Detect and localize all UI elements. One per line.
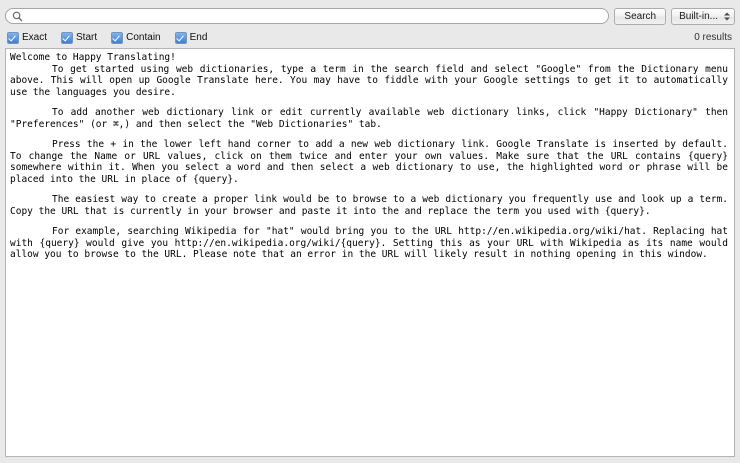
content-paragraph [10,63,734,99]
content-paragraph-text: Press the + in the lower left hand corner to add a new web dictionary link. Google Translate is inserted by default. To change the Name or URL values, click on them twice and enter your own values. Make sure that the URL contains {query} somewhere within it. When you select a word and then select a web dictionary to use, the highlighted word or phrase will be placed into the URL in place of {query}. [10,139,734,185]
results-count-label: 0 results [694,32,732,43]
greeting-text: Welcome to Happy Translating! [10,52,176,63]
checkbox-contain[interactable] [111,32,160,44]
content-paragraph-text: The easiest way to create a proper link would be to browse to a web dictionary you frequently use and look up a term. Copy the URL that is currently in your browser and paste it into the and replace the term you used with {query}. [10,194,734,217]
content-paragraph [10,226,734,261]
content-paragraph-text: To add another web dictionary link or edit currently available web dictionary links, click "Happy Dictionary" then "Preferences" (or ⌘,) and then select the "Web Dictionaries" tab. [10,107,734,130]
checkbox-contain-label: Contain [126,32,161,43]
search-toolbar [5,4,735,29]
content-paragraph-text: To get started using web dictionaries, type a term in the search field and select "Google" from the Dictionary menu above. This will open up Google Translate here. You may have to fiddle with your Google settings to get it to automatically use the languages you desire. [10,63,734,98]
checkmark-icon [7,32,19,44]
match-options-row [5,29,735,48]
checkmark-icon [61,32,73,44]
content-paragraph [10,139,734,185]
content-paragraph-text: For example, searching Wikipedia for "hat" would bring you to the URL http://en.wikipedia.org/wiki/hat. Replacing hat with {query} would give you http://en.wikipedia.org/wiki/{query}. Setting this as your URL with Wikipedia as its name would allow you to browse to the URL. Please note that an error in the URL will likely result in nothing opening in this window. [10,226,734,260]
checkmark-icon [111,32,123,44]
search-input[interactable] [27,10,602,22]
search-field[interactable] [5,8,609,24]
dictionary-scope-label: Built-in... [679,10,718,22]
content-paragraph [10,107,734,130]
dictionary-scope-popup[interactable] [671,8,735,25]
content-paragraph [10,194,734,217]
search-icon [12,11,23,22]
chevron-updown-icon [722,10,731,23]
content-text-pane[interactable] [5,48,735,457]
checkbox-end-label: End [189,32,208,43]
search-button[interactable]: Search [614,8,666,25]
checkbox-exact-label: Exact [22,32,48,43]
checkbox-end[interactable] [175,32,208,44]
checkbox-start[interactable] [61,32,97,44]
checkbox-exact[interactable] [7,32,47,44]
checkbox-start-label: Start [76,32,98,43]
checkmark-icon [175,32,187,44]
